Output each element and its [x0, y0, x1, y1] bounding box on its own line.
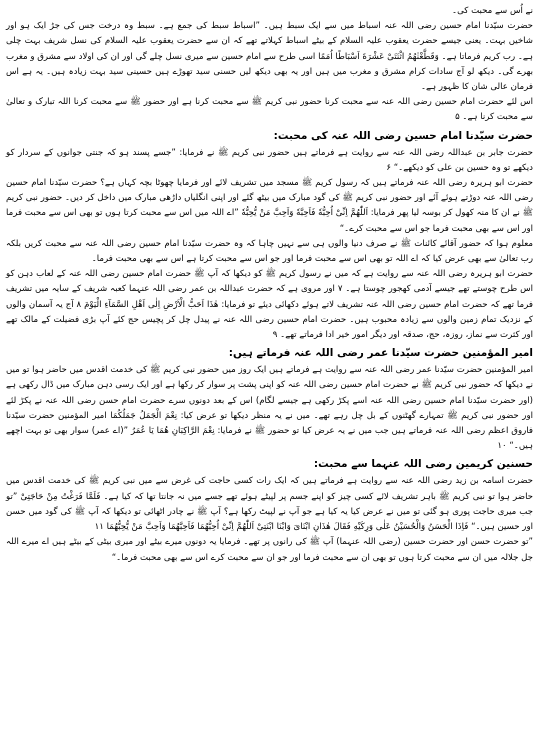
section-heading: حسنین کریمین رضی اللہ عنہما سے محبت: [313, 458, 533, 471]
paragraph: حضرت ابو ہریرہ رضی اللہ عنہ فرماتے ہیں کہ رسول کریم ﷺ مسجد میں تشریف لائے اور فرمایا چھوٹا بچہ کہاں ہے؟ حضرت سیّدنا امام حسین رضی اللہ عنہ دوڑتے ہوئے آئے اور حضور نبی کریم ﷺ کی گود مبارک میں بیٹھ گئے اور اپنی انگلیاں داڑھی مبارک میں داخل کر دیں۔ حضور نبی کریم ﷺ نے ان کا منہ کھول کر بوسہ لیا پھر فرمایا: اَللّٰھُمَّ اِنِّیْ اُحِبُّهٗ فَاَحِبَّهٗ وَاَحِبَّ مَنْ یُّحِبُّهٗ ”اے اللہ میں اس سے محبت کرتا ہوں تو بھی اس سے محبت فرما اور اس سے بھی محبت فرما جو اس سے محبت کرے۔“ [6, 178, 533, 234]
section-heading: امیر المؤمنین حضرت سیّدنا عمر رضی اللہ عنہ فرماتے ہیں: [228, 347, 533, 360]
paragraph: نے اُس سے محبت کی۔ [452, 6, 533, 16]
paragraph: حضرت ابو ہریرہ رضی اللہ عنہ سے روایت ہے کہ میں نے رسول کریم ﷺ کو دیکھا کہ آپ ﷺ حضرت امام حسین رضی اللہ عنہ کے لعاب دہن کو اس طرح چوستے تھے جیسے آدمی کھجور چوستا ہے۔ ۷ اور مروی ہے کہ حضرت عبداللہ بن عمر رضی اللہ عنہما کعبہ شریف کے سایہ میں تشریف فرما تھے کہ حضرت امام حسین رضی اللہ عنہ تشریف لاتے ہوئے دکھائی دیئے تو فرمایا: هٰذَا اَحَبُّ الْاَرْضِ اِلٰی اَهْلِ السَّمَآءِ الْیَوْمَ ۸ آج یہ آسمان والوں کے نزدیک تمام زمین والوں سے زیادہ محبوب ہیں۔ حضرت امام حسین رضی اللہ عنہ نے پیدل چل کر پچیس حج کئے آپ بڑی فضیلت کے مالک تھے اور کثرت سے نماز، روزہ، حج، صدقہ اور دیگر امور خیر ادا فرماتے تھے۔ ۹ [6, 269, 533, 341]
paragraph: حضرت اسامہ بن زید رضی اللہ عنہ سے روایت ہے فرماتے ہیں کہ ایک رات کسی حاجت کی غرض سے میں نبی کریم ﷺ کی خدمت اقدس میں حاضر ہوا تو نبی کریم ﷺ باہر تشریف لائے کسی چیز کو اپنے جسم پر لپیٹے ہوئے تھے جسے میں نہ جانتا تھا کہ کیا ہے۔ فَلَمَّا فَرَغْتُ مِنْ حَاجَتِیْ ”تو جب میری حاجت پوری ہو گئی تو میں نے عرض کیا یہ کیا ہے جو آپ نے لپیٹ رکھا ہے؟ آپ ﷺ نے چادر اٹھائی تو دیکھا کہ آپ ﷺ کی گود میں حسن اور حسین ہیں۔“ فَاِذَا الْحَسَنُ وَالْحُسَیْنُ عَلٰی وَرِکَیْهِ فَقَالَ هٰذَانِ ابْنَایَ وَابْنَا ابْنَتِیْ اَللّٰهُمَّ اِنِّیْ اُحِبُّهُمَا فَاَحِبَّهُمَا وَاَحِبَّ مَنْ یُّحِبُّهُمَا ۱۱ [6, 476, 533, 533]
paragraph: اس لئے حضرت امام حسین رضی اللہ عنہ سے محبت کرنا حضور نبی کریم ﷺ سے محبت کرنا ہے اور حضور ﷺ سے محبت کرنا اللہ تبارک و تعالیٰ سے محبت کرنا ہے۔ ۵ [6, 97, 533, 123]
paragraph: حضرت سیّدنا امام حسین رضی اللہ عنہ اسباط میں سے ایک سبط ہیں۔ ”اسباط سبط کی جمع ہے۔ سبط وہ درخت جس کی جڑ ایک ہو اور شاخیں بہت۔ یعنی جیسے حضرت یعقوب علیہ السلام کے بیٹے اسباط کہلاتے تھے کہ ان سے حضرت یعقوب علیہ السلام کی نسل شریف بہت چلی ہے۔ رب کریم فرماتا ہے۔ وَقَطَّعْنٰهُمُ اثْنَتَیْ عَشْرَةَ اَسْبَاطًا اُمَمًا اسی طرح سے امام حسین سے میری نسل چلے گی اور ان کی اولاد سے مشرق و مغرب بھرے گی۔ دیکھ لو آج سادات کرام مشرق و مغرب میں ہیں اور یہ بھی دیکھ لیں حسنی سید تھوڑے ہیں حسینی سید بہت زیادہ ہیں۔ یہ ہے اس فرمان عالی شان کا ظہور ہے۔ [6, 21, 533, 93]
book-page [6, 4, 533, 738]
section-heading: حضرت سیّدنا امام حسین رضی اللہ عنہ کی محبت: [273, 129, 533, 142]
paragraph: ”تو حضرت حسن اور حضرت حسین (رضی اللہ عنہما) آپ ﷺ کی رانوں پر تھے۔ فرمایا یہ دونوں میرے بیٹے اور میری بیٹی کے بیٹے ہیں اے میرے اللہ جل جلالہ میں ان سے محبت کرتا ہوں تو بھی ان سے محبت فرما اور جو ان سے محبت کرے اس سے بھی محبت فرما۔“ [6, 537, 533, 563]
paragraph: معلوم ہوا کہ حضور آقائے کائنات ﷺ نے صرف دنیا والوں ہی سے نہیں چاہا کہ وہ حضرت سیّدنا امام حسین رضی اللہ عنہ سے محبت کریں بلکہ رب تعالیٰ سے بھی عرض کیا کہ اے اللہ تو بھی اس سے محبت فرما اور جو اس سے محبت کرتا ہے اس سے بھی محبت فرما۔ [6, 238, 533, 265]
paragraph: امیر المؤمنین حضرت سیّدنا عمر رضی اللہ عنہ سے روایت ہے فرماتے ہیں ایک روز میں حضور نبی کریم ﷺ کی خدمت اقدس میں حاضر ہوا تو میں نے دیکھا کہ حضور نبی کریم ﷺ نے حضرت امام حسین رضی اللہ عنہ کو اپنی پشت پر سوار کر رکھا ہے اور ایک رسی دہن مبارک میں ڈال رکھی ہے (اور حضرت سیّدنا امام حسین رضی اللہ عنہ اسے پکڑ رکھی ہے جیسے لگام) اس کے بعد دونوں سرے حضرت امام حسن رضی اللہ عنہ نے پکڑ لئے اور حضور نبی کریم ﷺ تمہارے گھٹنوں کے بل چل رہے تھے۔ میں نے یہ منظر دیکھا تو عرض کیا: نِعْمَ الْجَمَلُ جَمَلُكُمَا امیر المؤمنین حضرت سیّدنا فاروق اعظم رضی اللہ عنہ فرماتے ہیں جب میں نے یہ عرض کیا تو حضور ﷺ نے فرمایا: نِعْمَ الرَّاکِبَانِ هُمَا یَا عُمَرُ ”(اے عمر) سوار بھی تو بہت اچھے ہیں۔“ ۱۰ [6, 365, 533, 452]
paragraph: حضرت جابر بن عبداللہ رضی اللہ عنہ سے روایت ہے فرماتے ہیں حضور نبی کریم ﷺ نے فرمایا: ”جسے پسند ہو کہ جنتی جوانوں کے سردار کو دیکھے تو وہ حسین بن علی کو دیکھے۔“ ۶ [6, 147, 533, 173]
page-content [6, 4, 533, 566]
